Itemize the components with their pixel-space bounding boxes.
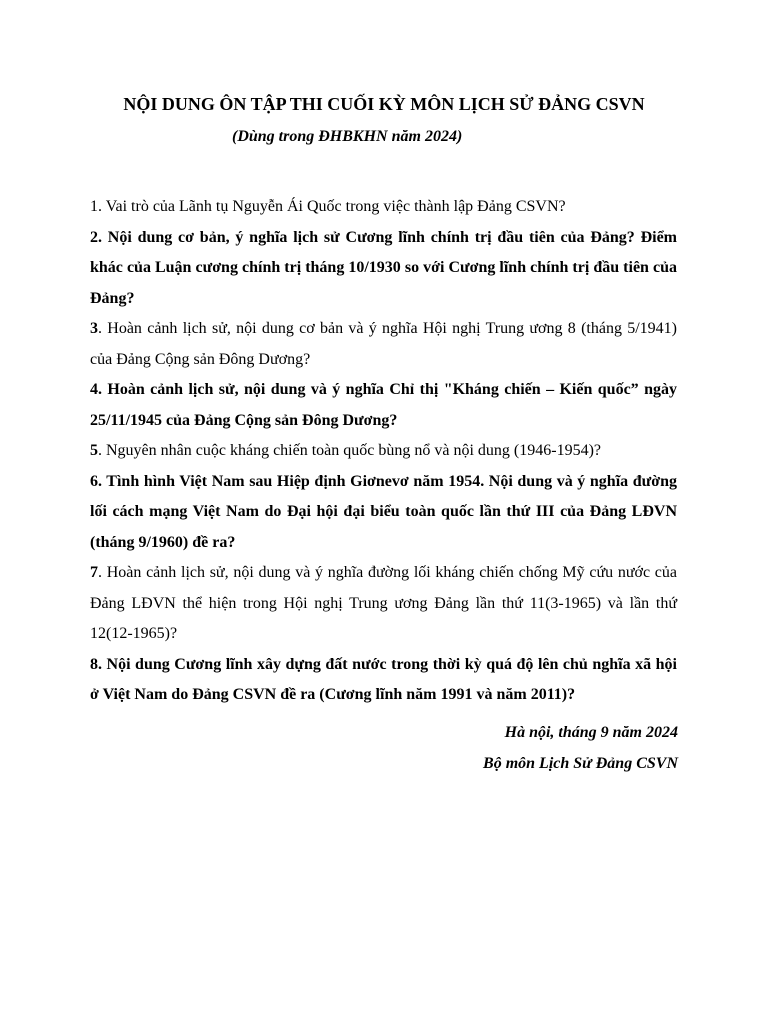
question-7 <box>90 558 677 650</box>
question-5 <box>90 436 677 467</box>
question-3-text: . Hoàn cảnh lịch sử, nội dung cơ bản và ý nghĩa Hội nghị Trung ương 8 (tháng 5/1941) của Đảng Cộng sản Đông Dương? <box>90 320 677 368</box>
question-2 <box>90 223 677 315</box>
question-1-text: Vai trò của Lãnh tụ Nguyễn Ái Quốc trong việc thành lập Đảng CSVN? <box>102 198 566 215</box>
question-6-number: 6. <box>90 472 102 490</box>
question-5-text: . Nguyên nhân cuộc kháng chiến toàn quốc bùng nổ và nội dung (1946-1954)? <box>98 442 601 459</box>
document-subtitle: (Dùng trong ĐHBKHN năm 2024) <box>232 128 463 145</box>
question-8-text: Nội dung Cương lĩnh xây dựng đất nước trong thời kỳ quá độ lên chủ nghĩa xã hội ở Việt Nam do Đảng CSVN đề ra (Cương lĩnh năm 1991 và năm 2011)? <box>90 655 677 703</box>
question-list <box>90 192 677 711</box>
question-2-text: Nội dung cơ bản, ý nghĩa lịch sử Cương lĩnh chính trị đầu tiên của Đảng? Điểm khác của Luận cương chính trị tháng 10/1930 so với Cương lĩnh chính trị đầu tiên của Đảng? <box>90 228 677 307</box>
question-6 <box>90 467 677 559</box>
document-title: NỘI DUNG ÔN TẬP THI CUỐI KỲ MÔN LỊCH SỬ ĐẢNG CSVN <box>123 94 645 114</box>
question-1 <box>90 192 677 223</box>
question-7-number: 7 <box>90 564 98 581</box>
question-3-number: 3 <box>90 320 98 337</box>
question-4 <box>90 375 677 436</box>
department-signature: Bộ môn Lịch Sử Đảng CSVN <box>483 755 678 772</box>
question-4-number: 4. <box>90 381 102 398</box>
question-7-text: . Hoàn cảnh lịch sử, nội dung và ý nghĩa đường lối kháng chiến chống Mỹ cứu nước của Đảng LĐVN thể hiện trong Hội nghị Trung ương Đảng lần thứ 11(3-1965) và lần thứ 12(12-1965)? <box>90 564 677 642</box>
question-5-number: 5 <box>90 442 98 459</box>
question-4-text: Hoàn cảnh lịch sử, nội dung và ý nghĩa Chỉ thị "Kháng chiến – Kiến quốc” ngày 25/11/1945 của Đảng Cộng sản Đông Dương? <box>90 381 677 429</box>
question-3 <box>90 314 677 375</box>
question-8 <box>90 650 677 711</box>
question-2-number: 2. <box>90 228 102 246</box>
question-6-text: Tình hình Việt Nam sau Hiệp định Giơnevơ năm 1954. Nội dung và ý nghĩa đường lối cách mạng Việt Nam do Đại hội đại biểu toàn quốc lần thứ III của Đảng LĐVN (tháng 9/1960) đề ra? <box>90 472 677 551</box>
place-date: Hà nội, tháng 9 năm 2024 <box>504 724 678 741</box>
question-1-number: 1. <box>90 198 102 215</box>
question-8-number: 8. <box>90 655 102 673</box>
